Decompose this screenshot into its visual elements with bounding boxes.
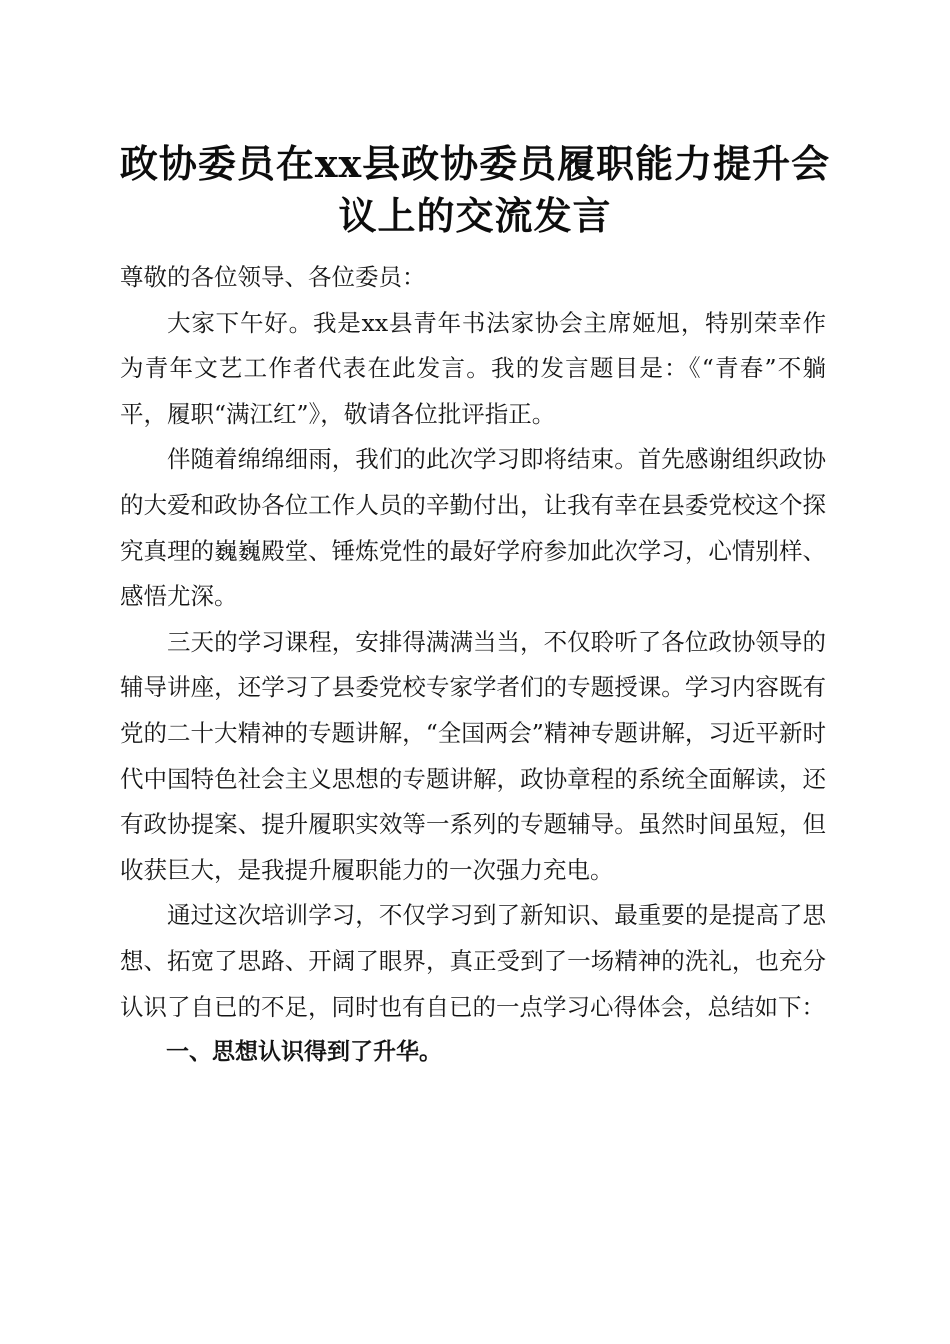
paragraph-course: 三天的学习课程，安排得满满当当，不仅聆听了各位政协领导的辅导讲座，还学习了县委党校专家学者们的专题授课。学习内容既有党的二十大精神的专题讲解，“全国两会”精神专题讲解，习近平新时代中国特色社会主义思想的专题讲解，政协章程的系统全面解读，还有政协提案、提升履职实效等一系列的专题辅导。虽然时间虽短，但收获巨大，是我提升履职能力的一次强力充电。 bbox=[120, 627, 826, 884]
document-body bbox=[120, 255, 826, 1076]
paragraph-thanks: 伴随着绵绵细雨，我们的此次学习即将结束。首先感谢组织政协的大爱和政协各位工作人员的辛勤付出，让我有幸在县委党校这个探究真理的巍巍殿堂、锤炼党性的最好学府参加此次学习，心情别样、感悟尤深。 bbox=[120, 445, 826, 611]
salutation: 尊敬的各位领导、各位委员： bbox=[120, 263, 426, 291]
document-title: 政协委员在xx县政协委员履职能力提升会议上的交流发言 bbox=[119, 141, 831, 238]
paragraph-intro: 大家下午好。我是xx县青年书法家协会主席姬旭，特别荣幸作为青年文艺工作者代表在此发言。我的发言题目是：《“青春”不躺平，履职“满江红”》，敬请各位批评指正。 bbox=[120, 308, 826, 428]
paragraph-summary: 通过这次培训学习，不仅学习到了新知识、最重要的是提高了思想、拓宽了思路、开阔了眼界，真正受到了一场精神的洗礼，也充分认识了自已的不足，同时也有自已的一点学习心得体会，总结如下： bbox=[120, 901, 826, 1021]
section-heading: 一、思想认识得到了升华。 bbox=[166, 1039, 442, 1066]
